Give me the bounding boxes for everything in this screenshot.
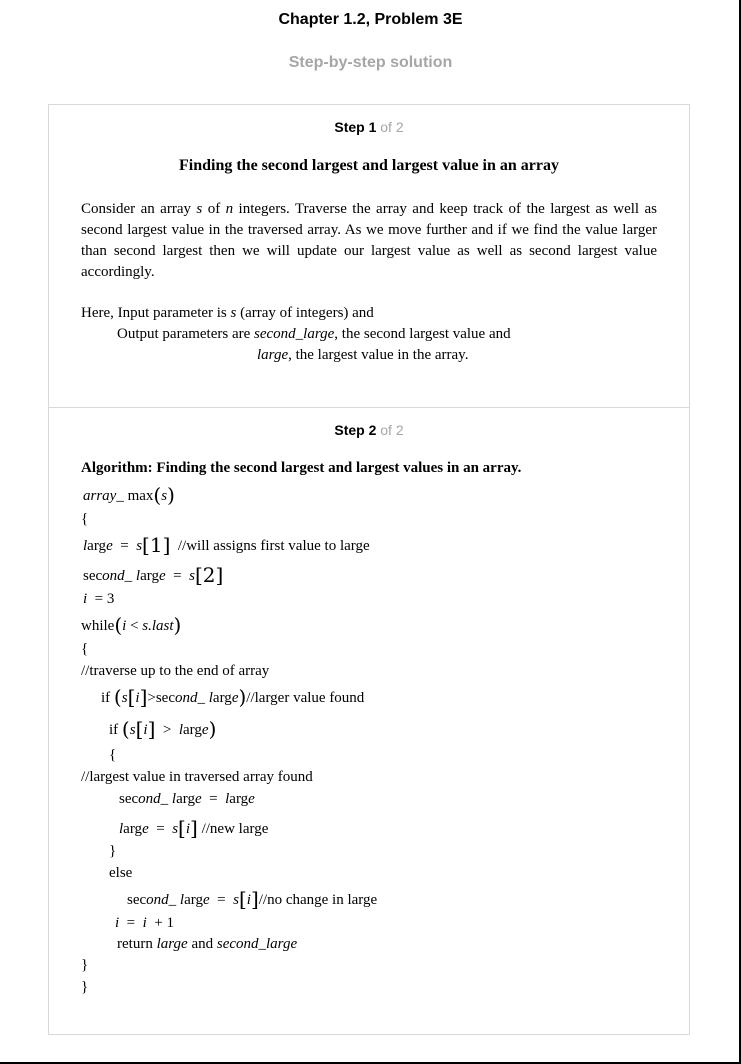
code-line-update-large: large = s[i] //new large	[119, 816, 269, 840]
page-subtitle: Step-by-step solution	[288, 54, 453, 71]
step-1-heading: Finding the second largest and largest value in an array	[178, 157, 559, 174]
code-line-init-second-large: second_ large = s[2]	[83, 563, 224, 587]
code-line-else: else	[109, 865, 133, 881]
code-line-largest-found-comment: //largest value in traversed array found	[81, 769, 313, 785]
code-line-if-second-large: if (s[i]>second_ large)//larger value found	[101, 685, 365, 709]
output-parameter-line-2: large, the largest value in the array.	[257, 347, 469, 363]
page-title: Chapter 1.2, Problem 3E	[278, 11, 463, 28]
output-parameter-line-1: Output parameters are second_large, the second largest value and	[117, 326, 511, 342]
code-line-while-close-brace: }	[81, 957, 89, 973]
input-parameter-line: Here, Input parameter is s (array of integers) and	[81, 305, 374, 321]
step-divider	[49, 407, 689, 408]
step-total: of 2	[380, 119, 404, 135]
code-line-increment: i = i + 1	[115, 915, 175, 931]
code-line-update-second-large: second_ large = large	[119, 791, 255, 807]
code-line-init-large: large = s[1] //will assigns first value to large	[83, 533, 370, 557]
code-line-init-i: i = 3	[83, 591, 115, 607]
step-number: Step 1	[334, 119, 377, 135]
step-1-label	[49, 119, 689, 135]
code-line-open-brace: {	[81, 511, 89, 527]
solution-card	[48, 104, 690, 1035]
code-line-return: return large and second_large	[117, 936, 298, 952]
step-number: Step 2	[334, 422, 377, 438]
code-line-if-open-brace: {	[109, 747, 117, 763]
step-2-label	[49, 422, 689, 438]
code-line-traverse-comment: //traverse up to the end of array	[81, 663, 270, 679]
code-line-if-close-brace: }	[109, 843, 117, 859]
algorithm-title: Algorithm: Finding the second largest and largest values in an array.	[81, 460, 522, 476]
code-line-if-large: if (s[i] > large)	[109, 717, 217, 741]
code-line-close-brace: }	[81, 979, 89, 995]
code-line-while: while(i < s.last)	[81, 613, 182, 637]
code-line-function-signature: array_ max(s)	[83, 483, 175, 507]
code-line-while-open-brace: {	[81, 641, 89, 657]
code-line-else-assign: second_ large = s[i]//no change in large	[127, 887, 378, 911]
step-1-paragraph: Consider an array s of n integers. Traverse the array and keep track of the largest as well as second largest value in the traversed array. As we move further and if we find the value larger than second largest then we will update our largest value as well as second largest value accordingly.	[81, 201, 658, 280]
step-total: of 2	[380, 422, 404, 438]
